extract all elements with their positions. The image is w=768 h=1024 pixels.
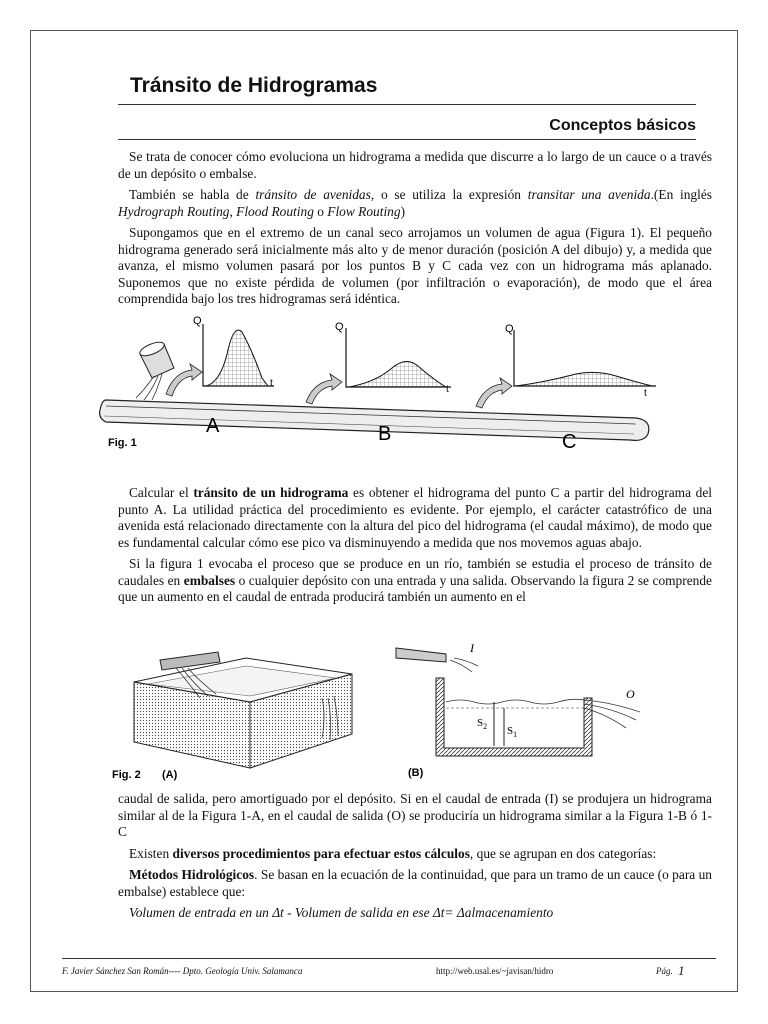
s2-label: $S_2$ — [477, 717, 488, 731]
t-axis-label: t — [446, 384, 449, 395]
reservoir-3d — [134, 652, 352, 768]
fig2-caption: Fig. 2 — [112, 769, 141, 781]
q-axis-label: Q — [505, 323, 514, 335]
figure-2 — [100, 638, 680, 788]
paragraph-4: Calcular el tránsito de un hidrograma es obtener el hidrograma del punto C a partir del hidrograma del punto A. La utilidad práctica del procedimiento es evidente. Por ejemplo, el carácter catastrófico de una avenida está relacionado directamente con la altura del pico del hidrograma (el caudal máximo), de modo que es fundamental calcular cómo ese pico va disminuyendo a medida que nos movemos aguas abajo. — [118, 485, 713, 550]
flow-arrow-icon — [306, 374, 342, 404]
paragraph-5: Si la figura 1 evocaba el proceso que se produce en un río, también se estudia el proceso de tránsito de caudales en embalses o cualquier depósito con una entrada y una salida. Observando la figura 2 se comprende que un aumento en el caudal de entrada producirá también un aumento en el — [118, 556, 712, 604]
t-axis-label: t — [270, 378, 273, 389]
footer-url[interactable]: http://web.usal.es/~javisan/hidro — [436, 966, 554, 976]
inflow-label: I — [470, 641, 474, 655]
paragraph-8: Métodos Hidrológicos. Se basan en la ecuación de la continuidad, que para un tramo de un cauce (o para un embalse) establece que: — [118, 867, 712, 899]
section-rule — [118, 139, 696, 140]
title-rule — [118, 104, 696, 105]
flow-arrow-icon — [476, 378, 512, 408]
t-axis-label: t — [644, 388, 647, 399]
continuity-equation: Volumen de entrada en un Δt - Volumen de salida en ese Δt= Δalmacenamiento — [129, 905, 554, 920]
intro-text — [118, 149, 712, 313]
reservoir-section — [396, 641, 640, 756]
point-a-label: A — [206, 415, 220, 437]
q-axis-label: Q — [335, 321, 344, 333]
hydrograph-b — [335, 321, 451, 395]
footer-page-number: 1 — [678, 963, 685, 978]
point-b-label: B — [378, 423, 392, 445]
fig1-caption: Fig. 1 — [108, 437, 137, 449]
paragraph-1: Se trata de conocer cómo evoluciona un hidrograma a medida que discurre a lo largo de un cauce o a través de un depósito o embalse. — [118, 149, 712, 181]
paragraph-3: Supongamos que en el extremo de un canal seco arrojamos un volumen de agua (Figura 1). El pequeño hidrograma generado será inicialmente más alto y de menor duración (posición A del dibujo) y, a medida que avanza, el mismo volumen pasará por los puntos B y C cada vez con un hidrograma más aplanado. Suponemos que no existe pérdida de volumen (por infiltración o evaporación), de modo que el área comprendida bajo los tres hidrogramas será idéntica. — [118, 225, 712, 306]
q-axis-label: Q — [193, 315, 202, 327]
paragraph-2: También se habla de tránsito de avenidas, o se utiliza la expresión transitar una avenida.(En inglés Hydrograph Routing, Flood Routing o Flow Routing) — [118, 187, 712, 219]
footer-page-label: Pág. — [656, 966, 673, 976]
paragraph-6: caudal de salida, pero amortiguado por el depósito. Si en el caudal de entrada (I) se produjera un hidrograma similar al de la Figura 1-A, en el caudal de salida (O) se produciría un hidrograma similar a la Figura 1-B ó 1-C — [118, 791, 712, 839]
footer-rule — [62, 958, 716, 959]
hydrograph-a — [193, 315, 274, 389]
fig2-label-b: (B) — [408, 767, 424, 779]
section-heading: Conceptos básicos — [549, 117, 696, 134]
fig2-label-a: (A) — [162, 769, 178, 781]
footer-author: F. Javier Sánchez San Román---- Dpto. Geología Univ. Salamanca — [62, 966, 303, 976]
point-c-label: C — [562, 431, 577, 453]
s1-label: $S_1$ — [507, 725, 518, 739]
hydrograph-c — [505, 323, 656, 399]
outflow-label: O — [626, 687, 635, 701]
page-title: Tránsito de Hidrogramas — [130, 74, 378, 97]
middle-text — [118, 485, 712, 611]
closing-text — [118, 791, 712, 927]
paragraph-7: Existen diversos procedimientos para efectuar estos cálculos, que se agrupan en dos categorías: — [129, 845, 657, 861]
figure-1 — [96, 310, 682, 480]
